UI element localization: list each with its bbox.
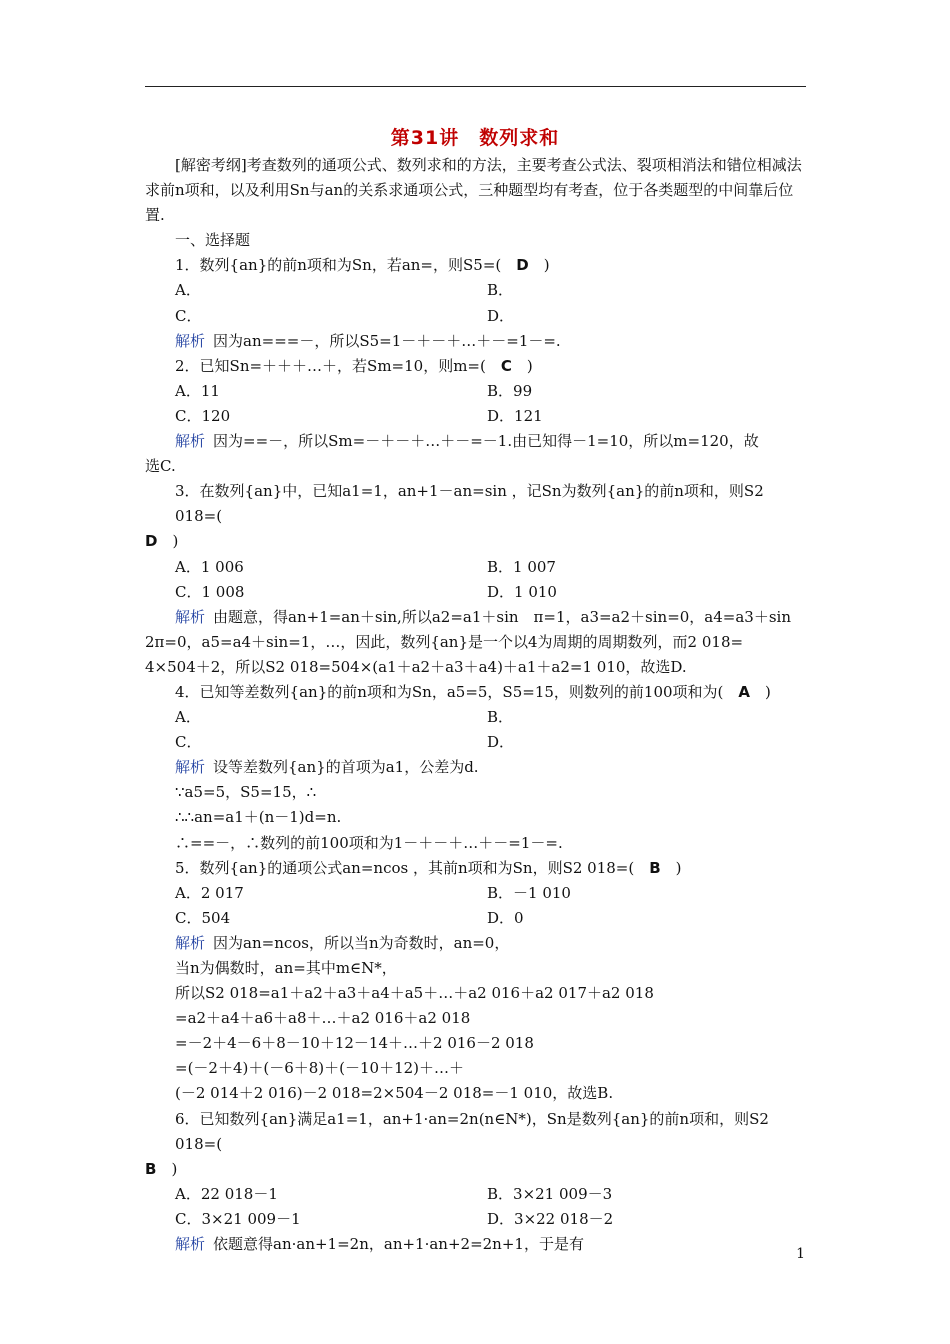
- option-b: B．－1 010: [487, 883, 571, 902]
- option-b: B．3×21 009－3: [487, 1184, 613, 1203]
- solution-5: 解析 因为an=ncos，所以当n为奇数时，an=0，: [175, 933, 510, 952]
- question-5: 5．数列{an}的通项公式an=ncos ，其前n项和为Sn，则S2 018=( B ): [175, 858, 682, 877]
- option-d: D．1 010: [487, 582, 557, 601]
- question-3: 3．在数列{an}中，已知a1=1，an+1－an=sin ，记Sn为数列{an}的前n项和，则S2 018=(: [175, 482, 764, 526]
- option-a: A．11: [175, 381, 220, 400]
- solution-4: 解析 设等差数列{an}的首项为a1，公差为d.: [175, 758, 479, 777]
- option-a: A．2 017: [175, 883, 244, 902]
- question-3-cont: D ): [145, 532, 179, 551]
- option-d: D．121: [487, 406, 543, 425]
- answer-2: C: [500, 356, 512, 375]
- answer-6: B: [145, 1159, 157, 1178]
- solution-2: 解析 因为==－，所以Sm=－＋－＋…＋－=－1.由已知得－1=10，所以m=120，故: [175, 432, 759, 451]
- jiexi-label: 解析: [175, 758, 206, 777]
- header-rule: [145, 86, 806, 87]
- solution-3-line2: 2π=0，a5=a4＋sin=1，…，因此，数列{an}是一个以4为周期的周期数列，而2 018=: [145, 632, 744, 651]
- solution-6: 解析 依题意得an·an+1=2n，an+1·an+2=2n+1，于是有: [175, 1235, 584, 1254]
- intro-paragraph: [解密考纲]考查数列的通项公式、数列求和的方法，主要考查公式法、裂项相消法和错位相减法求前n项和，以及利用Sn与an的关系求通项公式，三种题型均有考查，位于各类题型的中间靠后位置.: [145, 156, 802, 225]
- solution-5-line3: 所以S2 018=a1＋a2＋a3＋a4＋a5＋…＋a2 016＋a2 017＋a2 018: [175, 984, 654, 1003]
- options-5-ab: [145, 881, 806, 906]
- options-3-cd: [145, 580, 806, 605]
- options-1-ab: [145, 278, 806, 303]
- solution-4-line4: ∴==－，∴数列的前100项和为1－＋－＋…＋－=1－=.: [175, 833, 563, 852]
- options-5-cd: [145, 906, 806, 931]
- solution-5-line7: (－2 014＋2 016)－2 018=2×504－2 018=－1 010，故选B.: [175, 1084, 614, 1103]
- option-d: D．3×22 018－2: [487, 1209, 614, 1228]
- jiexi-label: 解析: [175, 331, 206, 350]
- option-a: A．1 006: [175, 557, 244, 576]
- jiexi-label: 解析: [175, 933, 206, 952]
- option-b: B．: [487, 708, 514, 727]
- options-1-cd: [145, 304, 806, 329]
- option-d: D．: [487, 733, 515, 752]
- question-4: 4．已知等差数列{an}的前n项和为Sn，a5=5，S5=15，则数列的前100项和为( A ): [175, 682, 771, 701]
- option-c: C．: [175, 733, 202, 752]
- options-3-ab: [145, 555, 806, 580]
- solution-2-cont: 选C.: [145, 457, 176, 476]
- jiexi-label: 解析: [175, 432, 206, 451]
- options-6-ab: [145, 1182, 806, 1207]
- option-a: A．: [175, 281, 201, 300]
- page-title: 第31讲 数列求和: [390, 127, 560, 149]
- solution-5-line4: =a2＋a4＋a6＋a8＋…＋a2 016＋a2 018: [175, 1009, 471, 1028]
- option-a: A．: [175, 708, 201, 727]
- solution-3-line3: 4×504＋2，所以S2 018=504×(a1＋a2＋a3＋a4)＋a1＋a2=1 010，故选D.: [145, 657, 687, 676]
- options-2-ab: [145, 379, 806, 404]
- solution-4-line2: ∵a5=5，S5=15，∴: [175, 783, 317, 802]
- question-6: 6．已知数列{an}满足a1=1，an+1·an=2n(n∈N*)，Sn是数列{an}的前n项和，则S2 018=(: [175, 1109, 769, 1153]
- answer-1: D: [516, 256, 529, 275]
- option-c: C．: [175, 306, 202, 325]
- option-b: B．: [487, 281, 514, 300]
- jiexi-label: 解析: [175, 1235, 206, 1254]
- solution-5-line5: =－2＋4－6＋8－10＋12－14＋…＋2 016－2 018: [175, 1034, 534, 1053]
- option-c: C．120: [175, 406, 231, 425]
- option-d: D．0: [487, 908, 524, 927]
- options-2-cd: [145, 404, 806, 429]
- solution-1: 解析 因为an===－，所以S5=1－＋－＋…＋－=1－=.: [175, 331, 561, 350]
- solution-4-line3: ∴∴an=a1＋(n－1)d=n.: [175, 808, 342, 827]
- question-6-cont: B ): [145, 1159, 178, 1178]
- section-heading: 一、选择题: [175, 231, 251, 250]
- option-d: D．: [487, 306, 515, 325]
- options-4-ab: [145, 705, 806, 730]
- option-b: B．99: [487, 381, 533, 400]
- option-c: C．504: [175, 908, 231, 927]
- options-6-cd: [145, 1207, 806, 1232]
- answer-3: D: [145, 532, 158, 551]
- page-number: 1: [796, 1246, 805, 1262]
- option-a: A．22 018－1: [175, 1184, 278, 1203]
- question-2: 2．已知Sn=＋＋＋…＋，若Sm=10，则m=( C ): [175, 356, 533, 375]
- option-c: C．3×21 009－1: [175, 1209, 301, 1228]
- options-4-cd: [145, 730, 806, 755]
- document-body: [145, 153, 806, 1257]
- answer-4: A: [738, 682, 751, 701]
- option-b: B．1 007: [487, 557, 556, 576]
- solution-3: 解析 由题意，得an+1=an＋sin,所以a2=a1＋sin π=1，a3=a2＋sin=0，a4=a3＋sin: [175, 607, 792, 626]
- answer-5: B: [649, 858, 661, 877]
- jiexi-label: 解析: [175, 607, 206, 626]
- solution-5-line2: 当n为偶数时，an=其中m∈N*，: [175, 959, 397, 977]
- question-1: 1．数列{an}的前n项和为Sn，若an=，则S5=( D ): [175, 256, 550, 275]
- solution-5-line6: =(－2＋4)＋(－6＋8)＋(－10＋12)＋…＋: [175, 1059, 465, 1078]
- option-c: C．1 008: [175, 582, 245, 601]
